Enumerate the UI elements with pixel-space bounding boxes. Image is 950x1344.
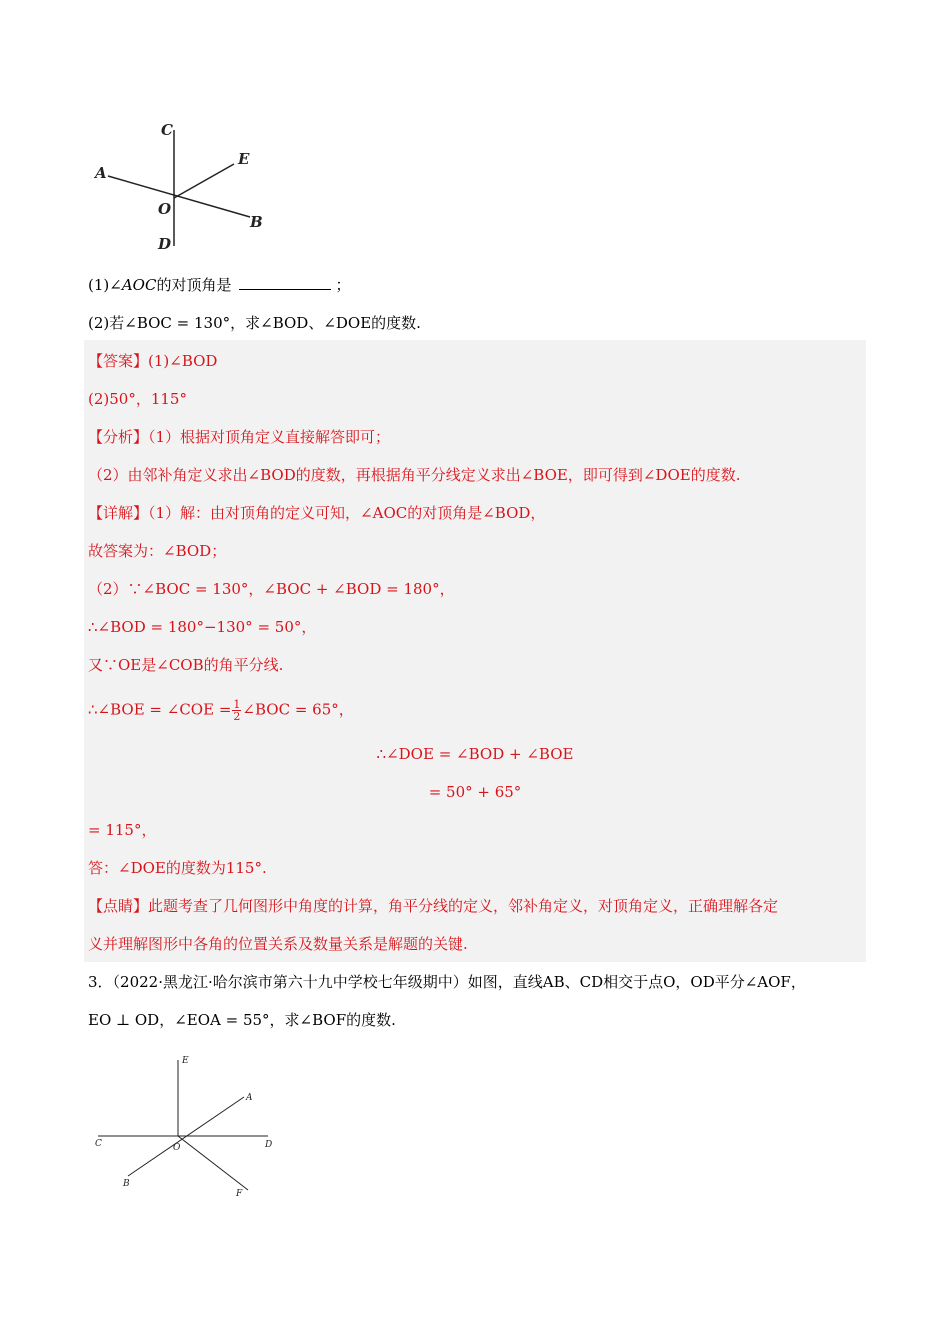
detail-line-3: （2）∵∠BOC = 130°，∠BOC + ∠BOD = 180°， (88, 580, 455, 598)
label-o: O (158, 200, 172, 218)
analysis-line-1: 【分析】（1）根据对顶角定义直接解答即可； (88, 428, 391, 446)
angle-aoc: ∠AOC (109, 276, 157, 294)
ray-of (178, 1136, 248, 1190)
label-e: E (238, 150, 250, 168)
label-f: F (236, 1189, 243, 1199)
question3-line-1: 3．（2022·黑龙江·哈尔滨市第六十九中学校七年级期中）如图，直线AB、CD相交于点O，OD平分∠AOF， (88, 973, 806, 991)
label-a: A (95, 164, 107, 182)
comment-line-2: 义并理解图形中各角的位置关系及数量关系是解题的关键. (88, 935, 468, 953)
question-part1: (1)∠AOC的对顶角是 ； (88, 276, 351, 294)
comment-line-1: 【点睛】此题考查了几何图形中角度的计算，角平分线的定义，邻补角定义，对顶角定义，正确理解各定 (88, 897, 779, 915)
comment-tag: 【点睛】 (88, 897, 149, 915)
label-o: O (173, 1143, 181, 1153)
detail-line-2: 故答案为：∠BOD； (88, 542, 227, 560)
detail-line-1: 【详解】（1）解：由对顶角的定义可知，∠AOC的对顶角是∠BOD， (88, 504, 546, 522)
detail-line-7: ∴∠DOE = ∠BOD + ∠BOE (376, 745, 574, 763)
analysis-tag: 【分析】 (88, 428, 149, 446)
answer-tag: 【答案】 (88, 352, 149, 370)
ray-oe (174, 164, 234, 198)
detail-line-8: = 50° + 65° (428, 783, 522, 801)
fraction-half: $\frac{1}{2}$ (233, 698, 241, 723)
detail-line-6: ∴∠BOE = ∠COE = $\frac{1}{2}$ ∠BOC = 65°， (88, 698, 354, 723)
figure-angles-1 (90, 118, 280, 258)
detail-line-10: 答：∠DOE的度数为115°. (88, 859, 267, 877)
question3-line-2: EO ⊥ OD，∠EOA = 55°，求∠BOF的度数. (88, 1011, 396, 1029)
detail-line-5: 又∵OE是∠COB的角平分线. (88, 656, 284, 674)
analysis-line-2: （2）由邻补角定义求出∠BOD的度数，再根据角平分线定义求出∠BOE，即可得到∠DOE的度数. (88, 466, 741, 484)
label-d: D (158, 235, 172, 253)
detail-line-4: ∴∠BOD = 180°−130° = 50°， (88, 618, 317, 636)
answer-line-1: 【答案】(1)∠BOD (88, 352, 218, 370)
line-ab (108, 176, 250, 217)
label-c: C (95, 1139, 102, 1149)
label-a: A (246, 1093, 253, 1103)
label-b: B (123, 1179, 130, 1189)
label-e: E (182, 1056, 189, 1066)
detail-line-9: = 115°， (88, 821, 157, 839)
detail-tag: 【详解】 (88, 504, 149, 522)
question-part2: (2)若∠BOC = 130°，求∠BOD、∠DOE的度数. (88, 314, 421, 332)
figure-angles-2 (90, 1050, 290, 1210)
label-b: B (250, 213, 263, 231)
answer-blank[interactable] (239, 275, 331, 290)
answer-line-2: (2)50°，115° (88, 390, 187, 408)
label-c: C (161, 121, 173, 139)
label-d: D (265, 1140, 273, 1150)
